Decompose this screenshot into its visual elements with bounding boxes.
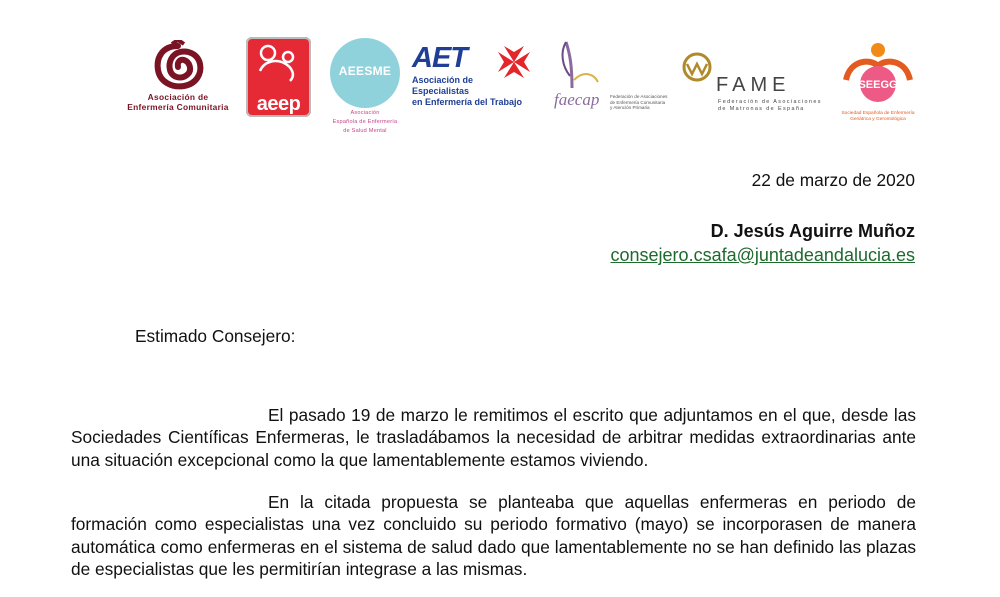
recipient-name: D. Jesús Aguirre Muñoz [710,221,915,241]
aeesme-caption-line2: Española de Enfermería [332,119,398,125]
quill-icon [550,40,620,96]
aet-caption-line2: en Enfermería del Trabajo [412,97,523,107]
faecap-mark: faecap [554,90,600,109]
aeesme-blob [330,38,400,108]
faecap-caption-line2: de Enfermería Comunitaria [610,99,666,105]
logo-header [0,0,1000,135]
aeep-logo [246,37,311,117]
seegg-mark: SEEGG [858,79,898,91]
aeep-caption: aeep [256,93,301,115]
aec-spiral-icon [150,40,206,92]
maltese-cross-icon [496,42,532,82]
aet-mark: AET [412,42,467,74]
faecap-caption [610,94,670,111]
faecap-caption-line1: Federación de Asociaciones [610,94,668,99]
salutation: Estimado Consejero: [135,326,296,346]
paragraph-1-text: El pasado 19 de marzo le remitimos el escrito que adjuntamos en el que, desde las Sociedades Científicas Enfermeras, le trasladábamos la necesidad de arbitrar medidas extraordinarias ante una situación excepcional como la que lamentablemente estamos viviendo. [71,405,916,470]
aet-caption-line1: Asociación de Especialistas [412,75,474,96]
aec-caption-line2: Enfermería Comunitaria [127,102,229,112]
seegg-caption-line1: Sociedad Española de Enfermería [841,111,915,116]
fame-caption-line1: Federación de Asociaciones [718,99,822,105]
fame-caption [718,99,828,113]
letter-date: 22 de marzo de 2020 [751,170,915,190]
fame-emblem-icon [680,52,714,82]
seegg-logo [838,40,918,124]
aeesme-mark: AEESME [338,64,392,78]
faecap-caption-line3: y Atención Primaria [610,105,650,111]
aeesme-caption-line3: de Salud Mental [343,128,387,134]
paragraph-1 [71,404,916,471]
fame-logo [680,52,825,112]
aeep-figure-icon [246,37,311,93]
fame-caption-line2: de Matronas de España [718,106,805,112]
seegg-people-icon [840,40,916,106]
aec-logo [118,40,238,124]
paragraph-2-text: En la citada propuesta se planteaba que aquellas enfermeras en periodo de formación como especialistas una vez concluido su periodo formativo (mayo) se incorporasen de manera automática como enfermeras en el sistema de salud dado que lamentablemente no se han definido las plazas de especialistas que les permitirían integrase a las mismas. [71,492,916,579]
paragraph-2 [71,491,916,580]
aet-logo [412,42,532,122]
aeesme-caption-line1: Asociación [350,110,380,116]
aeesme-logo [325,38,405,134]
faecap-logo [550,40,668,122]
seegg-caption-line2: Geriátrica y Gerontológica [850,117,906,122]
recipient-email-link[interactable]: consejero.csafa@juntadeandalucia.es [610,245,915,265]
aec-caption-line1: Asociación de [147,92,209,102]
fame-mark: FAME [716,74,791,96]
